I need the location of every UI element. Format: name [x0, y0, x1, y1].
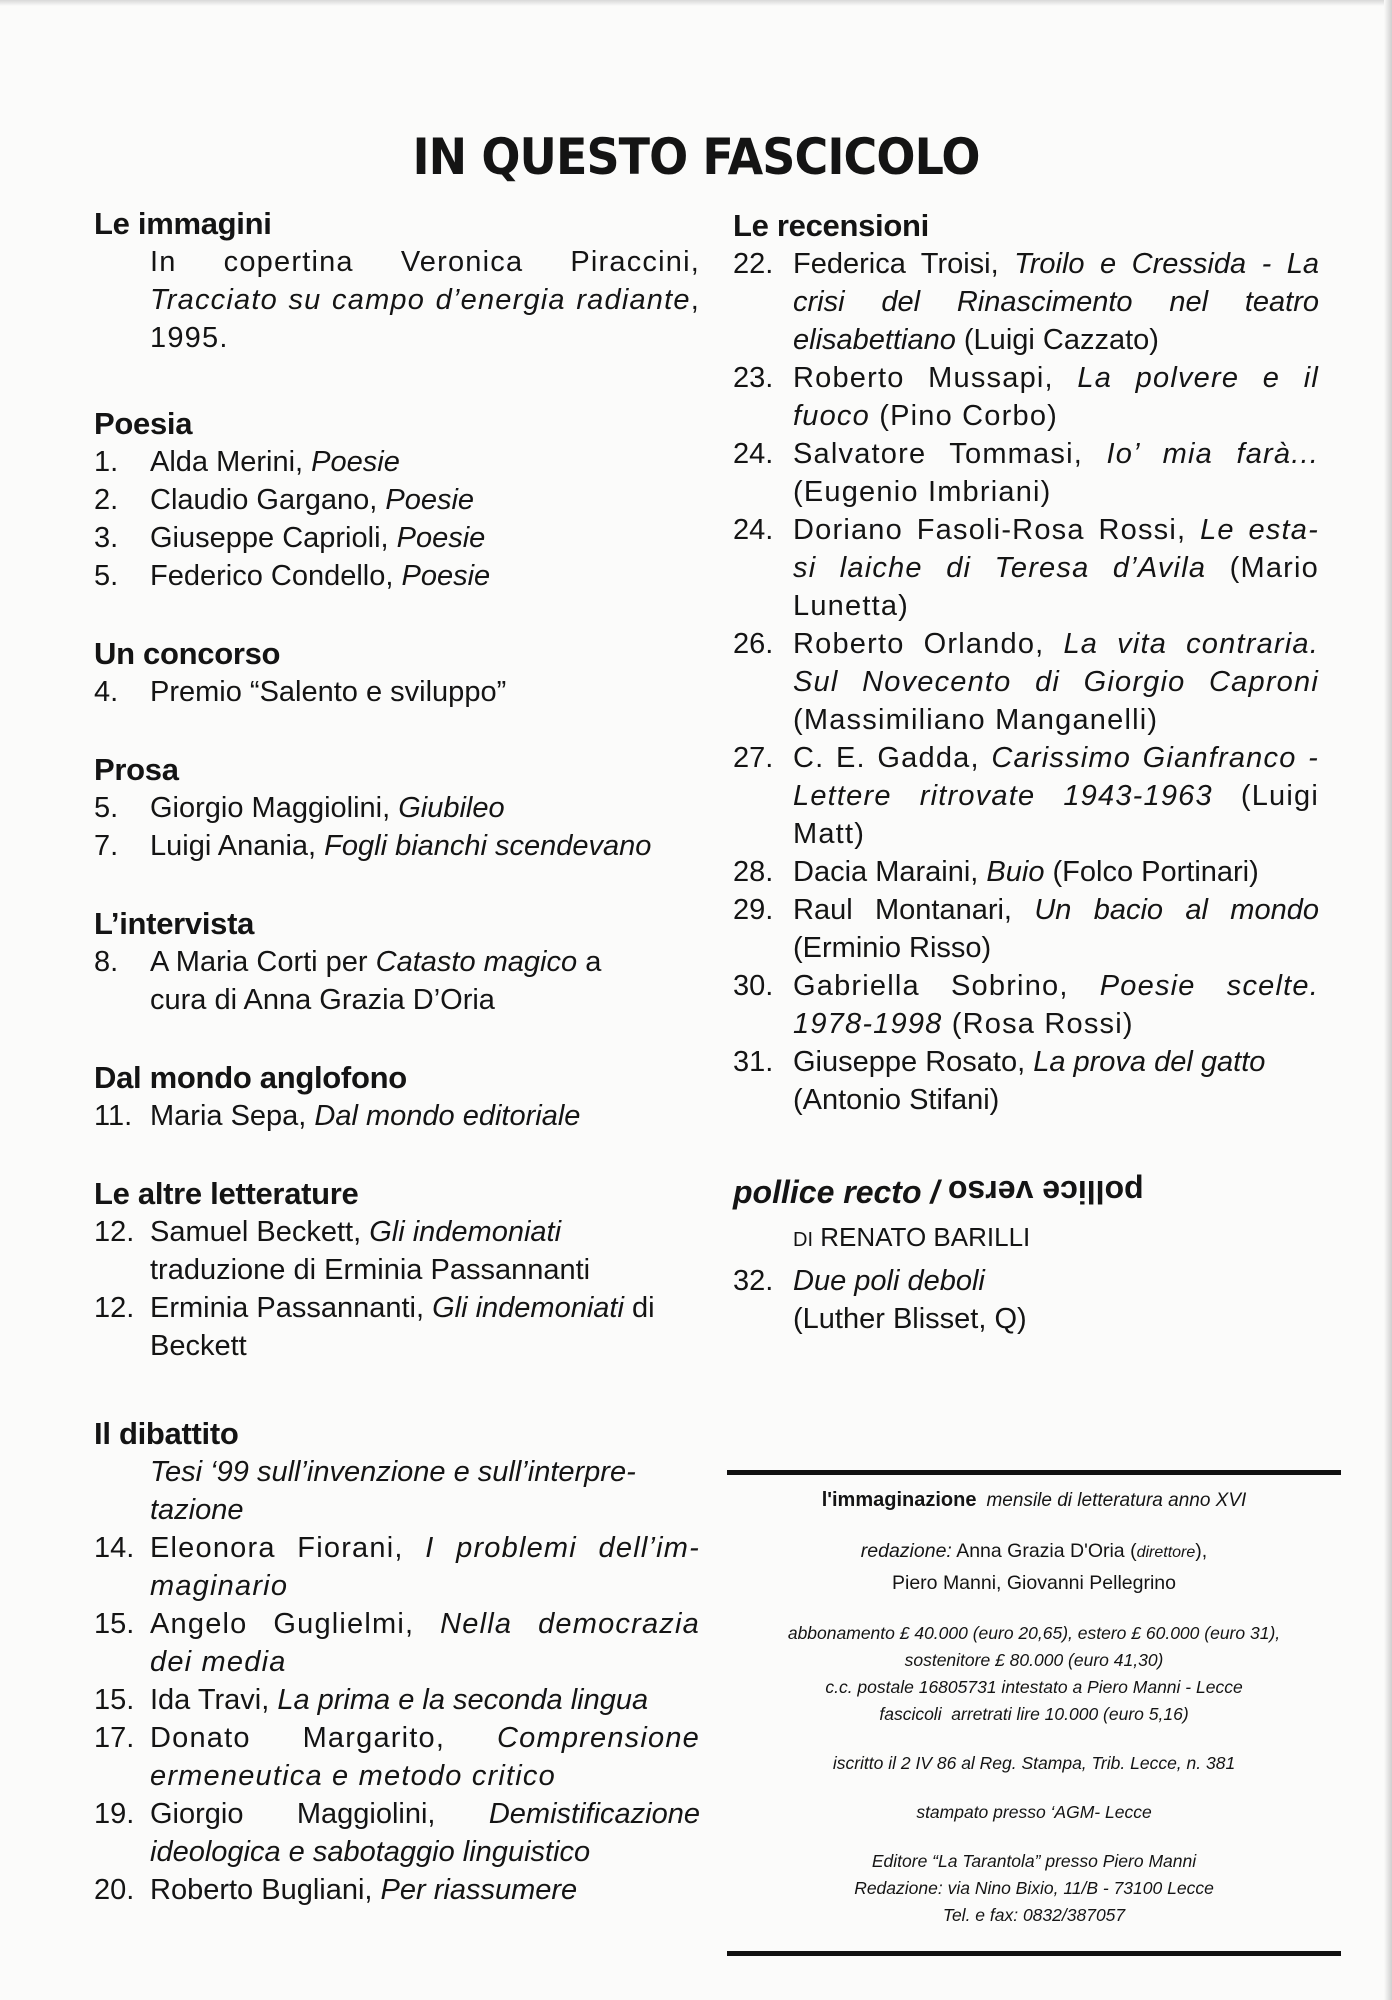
scan-edge-top — [0, 0, 1392, 6]
page-number: 32. — [733, 1265, 774, 1297]
redazione-role: direttore — [1136, 1544, 1196, 1561]
page-number: 23. — [733, 362, 774, 394]
entry-work: La prima e la seconda lingua — [277, 1684, 649, 1716]
section-le-immagini — [94, 205, 700, 357]
section-mondo-anglofono — [94, 1059, 700, 1135]
right-column — [733, 207, 1319, 1338]
toc-entry[interactable] — [94, 789, 700, 827]
entry-author: Federica Troisi, — [793, 248, 1015, 280]
editorial-staff — [727, 1536, 1341, 1598]
pollice-heading — [733, 1171, 1319, 1213]
page-number: 5. — [94, 792, 119, 824]
review-entry[interactable] — [733, 245, 1319, 359]
publisher — [727, 1848, 1341, 1929]
page-number: 8. — [94, 946, 119, 978]
page-title: IN QUESTO FASCICOLO — [412, 128, 980, 186]
entry-work: Le esta-si laiche di Teresa d’Avila — [793, 514, 1319, 584]
entry-author: Angelo Guglielmi, — [150, 1608, 441, 1640]
section-un-concorso — [94, 635, 700, 711]
entry-note: traduzione di Erminia Passannanti — [150, 1254, 591, 1286]
toc-entry[interactable] — [94, 1213, 700, 1289]
editore: Editore “La Tarantola” presso Piero Manni — [871, 1851, 1197, 1871]
section-intervista — [94, 905, 700, 1019]
entry-work: Poesie — [396, 522, 486, 554]
entry-work: Dal mondo editoriale — [314, 1100, 581, 1132]
entry-author: Roberto Mussapi, — [793, 362, 1078, 394]
section-dibattito — [94, 1415, 700, 1909]
cover-credit — [94, 243, 700, 357]
redazione-names: Anna Grazia D'Oria ( — [951, 1540, 1137, 1562]
toc-entry[interactable] — [94, 827, 700, 865]
entry-author: Luigi Anania, — [150, 830, 325, 862]
entry-reviewer: (Eugenio Imbriani) — [793, 476, 1052, 508]
section-heading: Prosa — [94, 752, 179, 787]
review-entry[interactable] — [733, 891, 1319, 967]
page-number: 27. — [733, 742, 774, 774]
entry-work: La polvere e il fuoco — [793, 362, 1319, 432]
entry-work: Gli indemoniati — [369, 1216, 562, 1248]
entry-work: I problemi dell’im-maginario — [150, 1532, 700, 1602]
entry-work: Due poli deboli — [793, 1265, 985, 1297]
entry-author: Alda Merini, — [150, 446, 312, 478]
entry-work: Io’ mia farà... — [1106, 438, 1319, 470]
masthead — [727, 1487, 1341, 1514]
section-heading: Poesia — [94, 406, 193, 441]
abbonamento-line2: sostenitore £ 80.000 (euro 41,30) — [904, 1650, 1164, 1670]
redazione-tail: ), — [1195, 1540, 1208, 1562]
magazine-subtitle: mensile di letteratura anno XVI — [986, 1490, 1247, 1511]
entry-work: Troilo e Cressida - La crisi del Rinascimento nel teatro elisabettiano — [793, 248, 1319, 356]
colophon-box — [727, 1470, 1341, 1956]
entry-author: Erminia Passannanti, — [150, 1292, 433, 1324]
entry-reviewer: (Erminio Risso) — [793, 932, 992, 964]
magazine-name: l'immaginazione — [821, 1489, 977, 1511]
debate-intro-title: Tesi ‘99 sull’invenzione e sull’interpre-tazione — [150, 1456, 636, 1526]
page-number: 26. — [733, 628, 774, 660]
entry-author: Giorgio Maggiolini, — [150, 1798, 489, 1830]
page-number: 22. — [733, 248, 774, 280]
review-entry[interactable] — [733, 511, 1319, 625]
entry-work: Per riassumere — [380, 1874, 578, 1906]
toc-entry[interactable] — [94, 1529, 700, 1605]
entry-author: Giuseppe Caprioli, — [150, 522, 397, 554]
entry-note: (Luther Blisset, Q) — [793, 1303, 1027, 1335]
toc-entry[interactable] — [94, 557, 700, 595]
entry-author: Eleonora Fiorani, — [150, 1532, 426, 1564]
section-heading: Le immagini — [94, 206, 272, 241]
toc-entry[interactable] — [94, 1681, 700, 1719]
entry-author: Giorgio Maggiolini, — [150, 792, 399, 824]
page-number: 12. — [94, 1292, 135, 1324]
subscription-info — [727, 1620, 1341, 1728]
page-number: 12. — [94, 1216, 135, 1248]
entry-reviewer: (Luigi Cazzato) — [955, 324, 1159, 356]
toc-entry[interactable] — [94, 1871, 700, 1909]
entry-author: Gabriella Sobrino, — [793, 970, 1100, 1002]
entry-work: Nella democrazia dei media — [150, 1608, 700, 1678]
toc-entry[interactable] — [94, 1719, 700, 1795]
toc-entry[interactable] — [94, 481, 700, 519]
toc-entry[interactable] — [94, 673, 700, 711]
scan-edge-right — [1384, 0, 1392, 2000]
review-entry[interactable] — [733, 967, 1319, 1043]
debate-intro — [94, 1453, 700, 1529]
section-heading: Le altre letterature — [94, 1176, 359, 1211]
toc-entry[interactable] — [94, 943, 700, 1019]
page-number: 5. — [94, 560, 119, 592]
cover-year: , 1995. — [150, 284, 700, 354]
entry-reviewer: (Folco Portinari) — [1044, 856, 1259, 888]
page-number: 31. — [733, 1046, 774, 1078]
entry-author: Salvatore Tommasi, — [793, 438, 1107, 470]
entry-author: Roberto Bugliani, — [150, 1874, 381, 1906]
entry-work: Poesie — [385, 484, 475, 516]
byline-last: BARILLI — [933, 1222, 1031, 1252]
cc-postale: c.c. postale 16805731 intestato a Piero Manni - Lecce — [825, 1677, 1243, 1697]
page-number: 15. — [94, 1684, 135, 1716]
byline-first — [820, 1222, 926, 1252]
pollice-entry[interactable] — [733, 1262, 1319, 1338]
entry-author: Giuseppe Rosato, — [793, 1046, 1034, 1078]
pollice-recto: pollice recto / — [733, 1174, 949, 1210]
entry-author: Donato Margarito, — [150, 1722, 497, 1754]
page-number: 4. — [94, 676, 119, 708]
cover-credit-line: In copertina Veronica Piraccini, — [150, 246, 700, 278]
stampato: stampato presso ‘AGM- Lecce — [916, 1802, 1152, 1822]
section-heading: L’intervista — [94, 906, 255, 941]
registration — [727, 1750, 1341, 1777]
page-number: 20. — [94, 1874, 135, 1906]
entry-author: Doriano Fasoli-Rosa Rossi, — [793, 514, 1201, 546]
review-entry[interactable] — [733, 359, 1319, 435]
entry-reviewer: (Mario Lunetta) — [793, 552, 1319, 622]
page-number: 19. — [94, 1798, 135, 1830]
toc-entry[interactable] — [94, 1097, 700, 1135]
page-number: 1. — [94, 446, 119, 478]
pollice-byline — [733, 1217, 1319, 1260]
page-number: 28. — [733, 856, 774, 888]
entry-work: Poesie scelte. 1978-1998 — [793, 970, 1319, 1040]
review-entry[interactable] — [733, 625, 1319, 739]
entry-work: Un bacio al mondo — [1034, 894, 1319, 926]
review-entry[interactable] — [733, 435, 1319, 511]
pollice-verso-inverted: pollice verso — [948, 1174, 1144, 1210]
entry-author: Ida Travi, — [150, 1684, 278, 1716]
entry-author: Dacia Maraini, — [793, 856, 987, 888]
byline-prefix: DI — [793, 1229, 813, 1251]
entry-work: La vita contraria. Sul Novecento di Giorgio Caproni — [793, 628, 1319, 698]
page-number: 24. — [733, 514, 774, 546]
entry-work: Carissimo Gianfranco - Lettere ritrovate 1943-1963 — [793, 742, 1319, 812]
section-poesia — [94, 405, 700, 595]
page-number: 30. — [733, 970, 774, 1002]
entry-note: a cura di Anna Grazia D’Oria — [150, 946, 602, 1016]
toc-entry[interactable] — [94, 1795, 700, 1871]
cover-work-title: Tracciato su campo d’energia radiante — [150, 284, 691, 316]
entry-author: C. E. Gadda, — [793, 742, 992, 774]
telephone: Tel. e fax: 0832/387057 — [942, 1905, 1126, 1925]
section-prosa — [94, 751, 700, 865]
iscritto: iscritto il 2 IV 86 al Reg. Stampa, Trib. Lecce, n. 381 — [832, 1753, 1236, 1773]
toc-entry[interactable] — [94, 519, 700, 557]
entry-reviewer: (Rosa Rossi) — [942, 1008, 1134, 1040]
entry-work: Catasto magico — [375, 946, 578, 978]
redazione-label: redazione: — [860, 1540, 952, 1562]
entry-author: Samuel Beckett, — [150, 1216, 370, 1248]
arretrati: fascicoli arretrati lire 10.000 (euro 5,16) — [879, 1704, 1189, 1724]
entry-reviewer: (Antonio Stifani) — [793, 1084, 1000, 1116]
entry-work: Giubileo — [398, 792, 505, 824]
entry-reviewer: (Luigi Matt) — [793, 780, 1319, 850]
page-number: 7. — [94, 830, 119, 862]
entry-work: Comprensione ermeneutica e metodo critico — [150, 1722, 700, 1792]
byline-first-name: RENATO — [820, 1222, 927, 1252]
printer — [727, 1799, 1341, 1826]
section-heading: Le recensioni — [733, 208, 929, 243]
entry-author: Premio “Salento e sviluppo” — [150, 676, 507, 708]
entry-reviewer: (Massimiliano Manganelli) — [793, 704, 1159, 736]
entry-work: La prova del gatto — [1033, 1046, 1266, 1078]
entry-author: A Maria Corti per — [150, 946, 376, 978]
entry-reviewer: (Pino Corbo) — [869, 400, 1059, 432]
page-number: 14. — [94, 1532, 135, 1564]
entry-author: Raul Montanari, — [793, 894, 1035, 926]
toc-entry[interactable] — [94, 1289, 700, 1365]
page-number: 3. — [94, 522, 119, 554]
entry-work: Poesie — [401, 560, 491, 592]
redazione-address: Redazione: via Nino Bixio, 11/B - 73100 Lecce — [854, 1878, 1214, 1898]
review-entry[interactable] — [733, 739, 1319, 853]
entry-work: Poesie — [311, 446, 400, 478]
section-heading: Un concorso — [94, 636, 281, 671]
page-number: 24. — [733, 438, 774, 470]
left-column — [94, 205, 700, 1943]
page-number: 11. — [94, 1100, 133, 1132]
entry-work: Fogli bianchi scendevano — [324, 830, 652, 862]
page-number: 29. — [733, 894, 774, 926]
review-entry[interactable] — [733, 853, 1319, 891]
entry-work: Demistificazione ideologica e sabotaggio linguistico — [150, 1798, 700, 1868]
entry-author: Roberto Orlando, — [793, 628, 1064, 660]
entry-work: Buio — [986, 856, 1045, 888]
section-altre-letterature — [94, 1175, 700, 1365]
page-number: 15. — [94, 1608, 135, 1640]
abbonamento-line1: abbonamento £ 40.000 (euro 20,65), estero £ 60.000 (euro 31), — [787, 1623, 1281, 1643]
entry-note: di Beckett — [150, 1292, 655, 1362]
page-number: 17. — [94, 1722, 135, 1754]
review-entry[interactable] — [733, 1043, 1319, 1119]
entry-work: Gli indemoniati — [432, 1292, 624, 1324]
section-heading: Dal mondo anglofono — [94, 1060, 407, 1095]
toc-entry[interactable] — [94, 1605, 700, 1681]
toc-entry[interactable] — [94, 443, 700, 481]
redazione-line2: Piero Manni, Giovanni Pellegrino — [892, 1572, 1176, 1594]
entry-author: Claudio Gargano, — [150, 484, 386, 516]
entry-author: Maria Sepa, — [150, 1100, 315, 1132]
page-number: 2. — [94, 484, 119, 516]
section-recensioni — [733, 207, 1319, 1119]
section-heading: Il dibattito — [94, 1416, 239, 1451]
entry-author: Federico Condello, — [150, 560, 402, 592]
